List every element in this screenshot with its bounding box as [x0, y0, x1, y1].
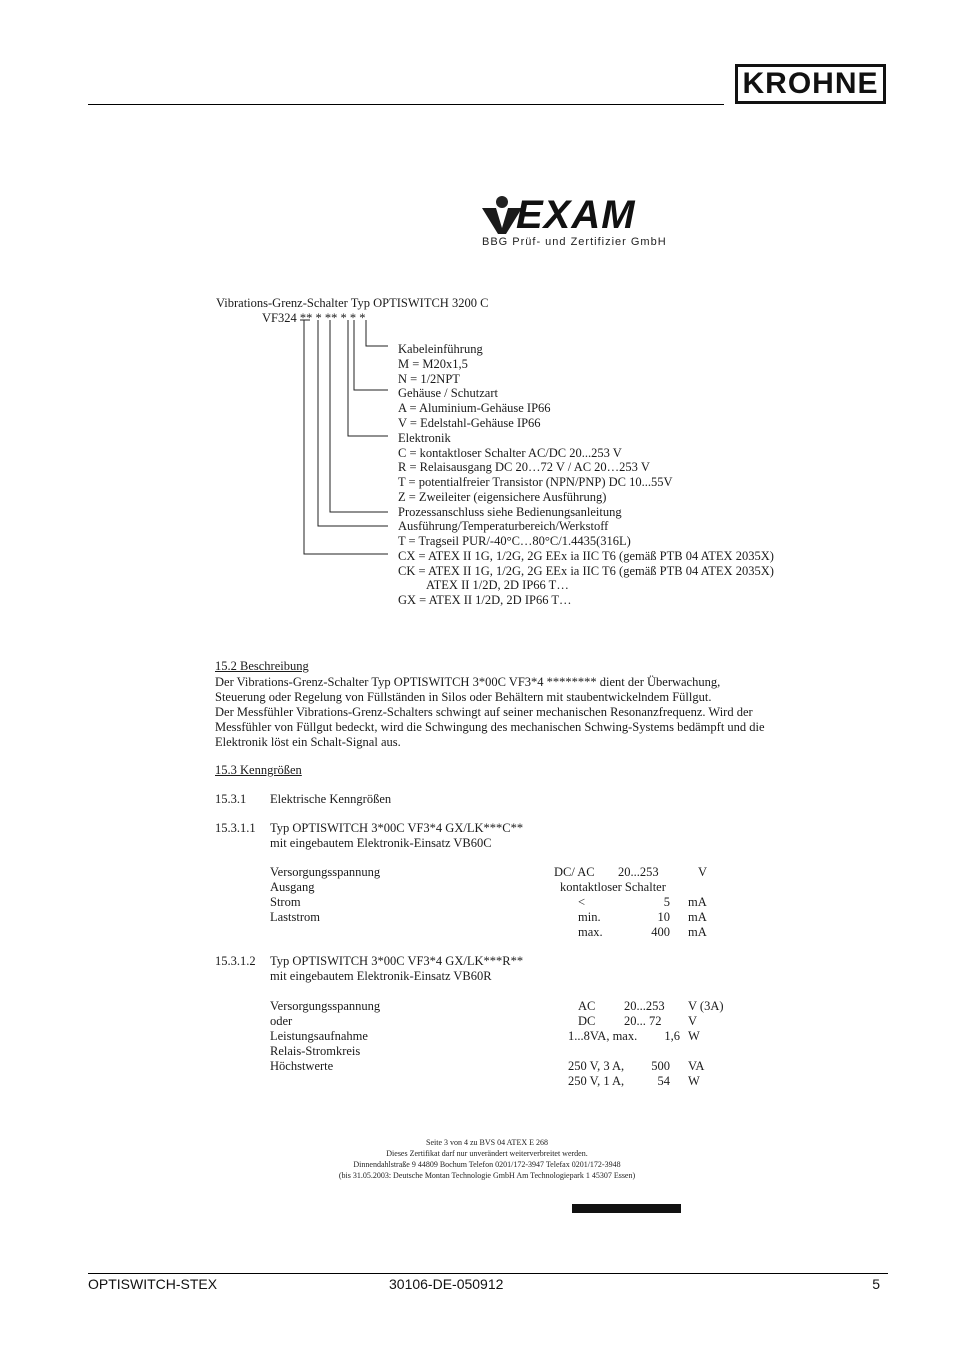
spec-value-b: 20...253	[618, 865, 659, 879]
paragraph-line: Messfühler von Füllgut bedeckt, wird die Schwingung des mechanischen Schwing-Systems bedämpft und die	[215, 720, 765, 734]
spec-unit: mA	[688, 925, 707, 939]
spec-value-a: DC/ AC	[554, 865, 595, 879]
spec-value-a: kontaktloser Schalter	[560, 880, 666, 894]
spec-label: oder	[270, 1014, 293, 1028]
spec-unit: mA	[688, 895, 707, 909]
spec-value-b: 5	[663, 895, 670, 909]
spec-value-a: <	[578, 895, 586, 909]
type-line: GX = ATEX II 1/2D, 2D IP66 T…	[398, 593, 572, 607]
spec-value-b: 500	[651, 1059, 670, 1073]
spec-unit: W	[688, 1029, 700, 1043]
subsection-title: Elektrische Kenngrößen	[270, 792, 392, 806]
subsection-number: 15.3.1	[215, 792, 247, 806]
paragraph-line: Der Messfühler Vibrations-Grenz-Schalters schwingt auf seiner mechanischen Resonanzfrequenz. Wird der	[215, 705, 753, 719]
type-line: C = kontaktloser Schalter AC/DC 20...253 V	[398, 446, 622, 460]
paragraph-line: Steuerung oder Regelung von Füllständen in Silos oder Behältern mit staubentwickelndem Füllgut.	[215, 690, 712, 704]
krohne-logo: KROHNE	[735, 64, 886, 104]
spec-value-b: 54	[657, 1074, 670, 1088]
footer-document-name: OPTISWITCH-STEX	[88, 1276, 218, 1292]
spec-value-a: DC	[578, 1014, 596, 1028]
cert-footer-line: Dieses Zertifikat darf nur unverändert weiterverbreitet werden.	[386, 1149, 588, 1158]
type-line: Z = Zweileiter (eigensichere Ausführung)	[398, 490, 607, 504]
spec-label: Versorgungsspannung	[270, 999, 381, 1013]
type-line: Ausführung/Temperaturbereich/Werkstoff	[398, 519, 609, 533]
spec-unit: V (3A)	[688, 999, 724, 1013]
spec-value-a: 250 V, 3 A,	[568, 1059, 625, 1073]
spec-value-b: 1,6	[664, 1029, 680, 1043]
spec-label: Ausgang	[270, 880, 315, 894]
subsection-number: 15.3.1.2	[215, 954, 256, 968]
type-line: V = Edelstahl-Gehäuse IP66	[398, 416, 541, 430]
subsection-number: 15.3.1.1	[215, 821, 256, 835]
spec-value-b: 10	[657, 910, 670, 924]
spec-value-a: max.	[578, 925, 603, 939]
spec-unit: V	[688, 1014, 698, 1028]
type-line: Elektronik	[398, 431, 451, 445]
type-line: Kabeleinführung	[398, 342, 483, 356]
spec-value-a: AC	[578, 999, 596, 1013]
type-line: R = Relaisausgang DC 20…72 V / AC 20…253 V	[398, 460, 650, 474]
subsection-subtitle: mit eingebautem Elektronik-Einsatz VB60C	[270, 836, 492, 850]
spec-value-b: 20...253	[624, 999, 665, 1013]
cert-footer-line: Seite 3 von 4 zu BVS 04 ATEX E 268	[426, 1138, 548, 1147]
type-line: CX = ATEX II 1G, 1/2G, 2G EEx ia IIC T6 (gemäß PTB 04 ATEX 2035X)	[398, 549, 774, 563]
spec-label: Relais-Stromkreis	[270, 1044, 361, 1058]
spec-value-b: 400	[651, 925, 670, 939]
spec-label: Höchstwerte	[270, 1059, 334, 1073]
type-code-bracket-lines	[296, 316, 406, 566]
spec-unit: V	[698, 865, 708, 879]
type-line: N = 1/2NPT	[398, 372, 460, 386]
type-line: M = M20x1,5	[398, 357, 468, 371]
type-line: A = Aluminium-Gehäuse IP66	[398, 401, 551, 415]
spec-label: Laststrom	[270, 910, 320, 924]
subsection-title: Typ OPTISWITCH 3*00C VF3*4 GX/LK***R**	[270, 954, 524, 968]
exam-subtitle: BBG Prüf- und Zertifizier GmbH	[482, 236, 667, 248]
spec-unit: mA	[688, 910, 707, 924]
footer-document-number: 30106-DE-050912	[389, 1276, 504, 1292]
spec-unit: VA	[688, 1059, 705, 1073]
spec-value-a: min.	[578, 910, 601, 924]
cert-footer-line: Dinnendahlstraße 9 44809 Bochum Telefon 0201/172-3947 Telefax 0201/172-3948	[353, 1160, 621, 1169]
redaction-bar	[572, 1204, 681, 1213]
spec-value-a: 250 V, 1 A,	[568, 1074, 625, 1088]
spec-label: Strom	[270, 895, 301, 909]
type-line: CK = ATEX II 1G, 1/2G, 2G EEx ia IIC T6 (gemäß PTB 04 ATEX 2035X)	[398, 564, 774, 578]
type-line: Prozessanschluss siehe Bedienungsanleitung	[398, 505, 622, 519]
type-code: VF324 ** * ** * * *	[262, 311, 366, 325]
spec-unit: W	[688, 1074, 700, 1088]
cert-footer-line: (bis 31.05.2003: Deutsche Montan Technologie GmbH Am Technologiepark 1 45307 Essen)	[338, 1171, 636, 1180]
spec-value-b: 20... 72	[624, 1014, 662, 1028]
type-line: Gehäuse / Schutzart	[398, 386, 498, 400]
spec-label: Versorgungsspannung	[270, 865, 381, 879]
subsection-subtitle: mit eingebautem Elektronik-Einsatz VB60R	[270, 969, 492, 983]
section-heading-kenngroessen: 15.3 Kenngrößen	[215, 763, 302, 777]
paragraph-line: Elektronik löst ein Schalt-Signal aus.	[215, 735, 401, 749]
type-line: T = potentialfreier Transistor (NPN/PNP) DC 10...55V	[398, 475, 673, 489]
section-heading-beschreibung: 15.2 Beschreibung	[215, 659, 309, 673]
spec-label: Leistungsaufnahme	[270, 1029, 368, 1043]
type-line: T = Tragseil PUR/-40°C…80°C/1.4435(316L)	[398, 534, 631, 548]
paragraph-line: Der Vibrations-Grenz-Schalter Typ OPTISWITCH 3*00C VF3*4 ******** dient der Überwachung,	[215, 675, 721, 689]
type-line: ATEX II 1/2D, 2D IP66 T…	[426, 578, 569, 592]
subsection-title: Typ OPTISWITCH 3*00C VF3*4 GX/LK***C**	[270, 821, 524, 835]
header-rule	[88, 104, 724, 105]
footer-rule	[88, 1273, 888, 1274]
spec-value-a: 1...8VA, max.	[568, 1029, 638, 1043]
footer-page-number: 5	[872, 1276, 880, 1292]
type-title: Vibrations-Grenz-Schalter Typ OPTISWITCH 3200 C	[216, 296, 489, 310]
exam-wordmark: EXAM	[516, 193, 636, 237]
